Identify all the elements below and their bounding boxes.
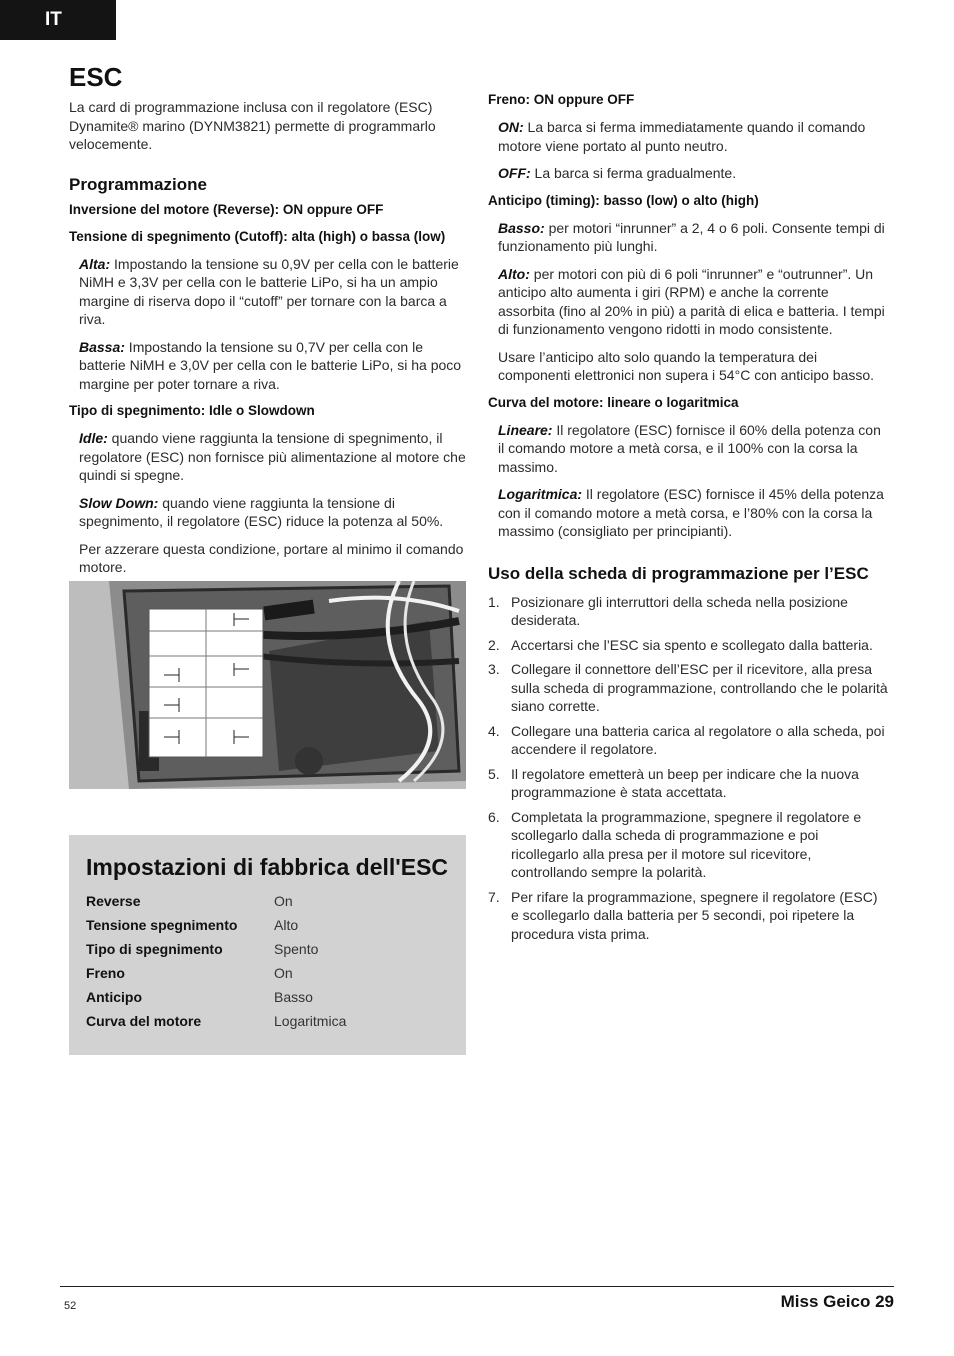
alta-keyword: Alta:	[79, 255, 111, 272]
factory-row	[86, 915, 449, 939]
step-number: 2.	[488, 636, 500, 653]
page-title: ESC	[69, 62, 123, 92]
shutdown-heading: Tipo di spegnimento: Idle o Slowdown	[69, 403, 315, 418]
off-paragraph	[498, 164, 888, 183]
factory-settings-title: Impostazioni di fabbrica dell'ESC	[86, 854, 449, 880]
step-number: 1.	[488, 593, 500, 610]
reset-paragraph: Per azzerare questa condizione, portare al minimo il comando motore.	[79, 540, 464, 575]
idle-paragraph	[79, 429, 466, 485]
step-number: 4.	[488, 722, 500, 739]
factory-row	[86, 987, 449, 1011]
page-number: 52	[64, 1300, 77, 1312]
factory-value: Logaritmica	[274, 1013, 347, 1029]
step-number: 5.	[488, 765, 500, 782]
brake-heading: Freno: ON oppure OFF	[488, 92, 635, 107]
logaritmica-keyword: Logaritmica:	[498, 486, 583, 502]
off-keyword: OFF:	[498, 165, 531, 181]
timing-note: Usare l’anticipo alto solo quando la temperatura dei componenti elettronici non supera i 54°C con anticipo basso.	[498, 348, 875, 383]
list-item	[488, 808, 888, 882]
factory-key: Tensione spegnimento	[86, 917, 238, 933]
alto-text: per motori con più di 6 poli “inrunner” e “outrunner”. Un anticipo alto aumenta i giri (RPM) e anche la corrente assorbita (fino al 20% in più) a parità di elica e batteria. I tempi di funzionamento vengono ridotti in modo consistente.	[498, 265, 885, 337]
lineare-text: Il regolatore (ESC) fornisce il 60% della potenza con il comando motore a metà corsa, e il 100% con la corsa la massimo.	[498, 421, 881, 475]
cutoff-heading: Tensione di spegnimento (Cutoff): alta (high) o bassa (low)	[69, 228, 446, 244]
basso-text: per motori “inrunner” a 2, 4 o 6 poli. Consente tempi di funzionamento più lunghi.	[498, 219, 885, 254]
step-text: Il regolatore emetterà un beep per indicare che la nuova programmazione è stata accettata.	[511, 765, 859, 800]
factory-value: On	[274, 893, 293, 909]
lineare-keyword: Lineare:	[498, 421, 553, 438]
step-text: Posizionare gli interruttori della scheda nella posizione desiderata.	[511, 593, 848, 628]
on-text: La barca si ferma immediatamente quando il comando motore viene portato al punto neutro.	[498, 119, 866, 154]
list-item	[488, 593, 888, 630]
slowdown-text: quando viene raggiunta la tensione di spegnimento, il regolatore (ESC) riduce la potenza al 50%.	[79, 494, 444, 529]
factory-row	[86, 963, 449, 987]
factory-value: On	[274, 965, 293, 981]
step-text: Collegare il connettore dell’ESC per il ricevitore, alla presa sulla scheda di programmazione, controllando che le polarità siano corrette.	[511, 661, 888, 714]
factory-row	[86, 1011, 449, 1035]
step-text: Collegare una batteria carica al regolatore o alla scheda, poi accendere il regolatore.	[511, 722, 885, 757]
factory-key: Freno	[86, 965, 125, 981]
timing-heading: Anticipo (timing): basso (low) o alto (high)	[488, 192, 759, 208]
alta-paragraph	[79, 255, 466, 329]
idle-keyword: Idle:	[79, 430, 108, 446]
list-item	[488, 636, 888, 655]
step-number: 3.	[488, 661, 500, 677]
use-card-heading: Uso della scheda di programmazione per l’ESC	[488, 563, 869, 583]
factory-key: Anticipo	[86, 989, 142, 1005]
esc-illustration	[69, 581, 466, 789]
bassa-text: Impostando la tensione su 0,7V per cella con le batterie NiMH e 3,0V per cella con le batterie LiPo, si ha poco margine per poter tornare a riva.	[79, 338, 462, 392]
factory-value: Spento	[274, 941, 319, 957]
slowdown-keyword: Slow Down:	[79, 494, 159, 511]
slowdown-paragraph	[79, 494, 466, 531]
programming-card-photo	[69, 581, 466, 789]
list-item	[488, 888, 888, 944]
lineare-paragraph	[498, 421, 888, 477]
language-tab: IT	[0, 0, 116, 40]
bassa-keyword: Bassa:	[79, 338, 125, 355]
step-text: Per rifare la programmazione, spegnere il regolatore (ESC) e scollegarlo dalla batteria per 5 secondi, poi ripetere la procedura vista prima.	[511, 888, 878, 942]
basso-keyword: Basso:	[498, 219, 545, 236]
footer-product-title: Miss Geico 29	[780, 1292, 894, 1311]
factory-value: Basso	[274, 989, 313, 1005]
list-item	[488, 660, 888, 716]
step-text: Accertarsi che l’ESC sia spento e scollegato dalla batteria.	[511, 636, 873, 653]
right-column	[488, 91, 888, 949]
curve-heading: Curva del motore: lineare o logaritmica	[488, 394, 739, 410]
idle-text: quando viene raggiunta la tensione di spegnimento, il regolatore (ESC) non fornisce più alimentazione al motore che quindi si spegne.	[79, 430, 466, 483]
factory-settings-box	[69, 835, 466, 1055]
footer-divider	[60, 1286, 894, 1287]
steps-list	[488, 593, 888, 944]
reverse-heading: Inversione del motore (Reverse): ON oppure OFF	[69, 201, 384, 217]
list-item	[488, 765, 888, 802]
intro-paragraph: La card di programmazione inclusa con il regolatore (ESC) Dynamite® marino (DYNM3821) permette di programmarlo velocemente.	[69, 99, 436, 152]
step-text: Completata la programmazione, spegnere il regolatore e scollegarlo dalla scheda di programmazione e poi ricollegarlo alla presa per il motore sul ricevitore, controllando sempre la polarità.	[511, 808, 862, 880]
factory-key: Curva del motore	[86, 1013, 202, 1029]
on-keyword: ON:	[498, 119, 524, 135]
alta-text: Impostando la tensione su 0,9V per cella con le batterie NiMH e 3,3V per cella con le batterie LiPo, si ha un ampio margine di riserva dopo il “cutoff” per tornare con la barca a riva.	[79, 255, 459, 327]
bassa-paragraph	[79, 338, 466, 394]
factory-key: Tipo di spegnimento	[86, 941, 223, 957]
logaritmica-paragraph	[498, 485, 888, 541]
off-text: La barca si ferma gradualmente.	[530, 165, 737, 181]
list-item	[488, 722, 888, 759]
programming-card	[149, 609, 263, 757]
left-column	[69, 62, 466, 789]
logaritmica-text: Il regolatore (ESC) fornisce il 45% della potenza con il comando motore a metà corsa, e l’80% con la corsa la massimo (consigliato per principianti).	[498, 486, 884, 539]
alto-paragraph	[498, 265, 888, 339]
on-paragraph	[498, 118, 888, 155]
step-number: 6.	[488, 808, 500, 825]
programming-heading: Programmazione	[69, 174, 207, 194]
factory-row	[86, 891, 449, 915]
factory-key: Reverse	[86, 893, 141, 909]
basso-paragraph	[498, 219, 888, 256]
factory-row	[86, 939, 449, 963]
step-number: 7.	[488, 888, 500, 905]
factory-value: Alto	[274, 917, 299, 933]
alto-keyword: Alto:	[498, 265, 530, 282]
